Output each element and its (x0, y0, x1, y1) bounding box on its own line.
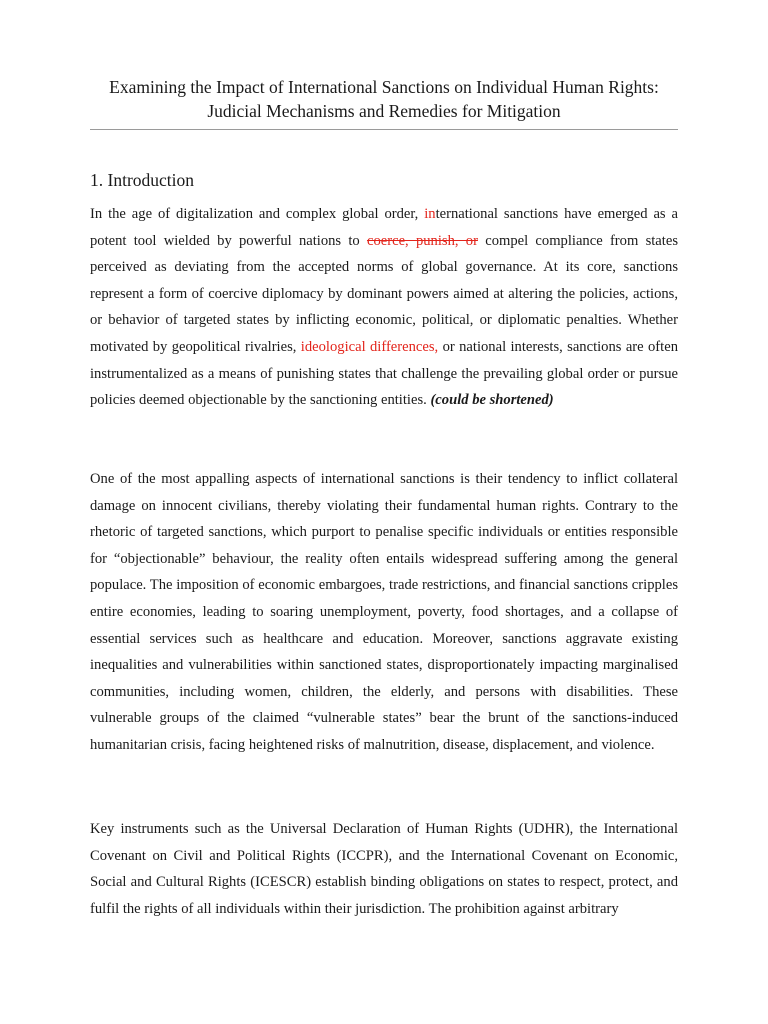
title-divider (90, 129, 678, 130)
paragraph-introduction (90, 201, 678, 414)
p1-deleted-text: coerce, punish, or (366, 232, 478, 249)
p1-text-2: ternational sanctions have emerged as a potent tool wielded by powerful nations to (90, 206, 678, 249)
p1-editor-note: (could be shortened) (430, 392, 554, 409)
title-line-2: Judicial Mechanisms and Remedies for Mitigation (207, 101, 561, 121)
p1-text-1: In the age of digitalization and complex global order, (90, 206, 425, 222)
section-heading: 1. Introduction (90, 170, 195, 190)
title-line-1: Examining the Impact of International Sanctions on Individual Human Rights: (109, 77, 659, 97)
p1-highlighted-phrase: ideological differences, (300, 338, 439, 355)
p1-text-4: or national interests, sanctions are often instrumentalized as a means of punishing states that challenge the prevailing global order or pursue policies deemed objectionable by the sanctioning entities. (90, 338, 679, 409)
document-title (90, 75, 678, 123)
paragraph-collateral-damage: One of the most appalling aspects of international sanctions is their tendency to inflict collateral damage on innocent civilians, thereby violating their fundamental human rights. Contrary to the rhetoric of targeted sanctions, which purport to penalise specific individuals or entities responsible for “objectionable” behaviour, the reality often entails widespread suffering among the general populace. The imposition of economic embargoes, trade restrictions, and financial sanctions cripples entire economies, leading to soaring unemployment, poverty, food shortages, and a collapse of essential services such as healthcare and education. Moreover, sanctions aggravate existing inequalities and vulnerabilities within sanctioned states, disproportionately impacting marginalised communities, including women, children, the elderly, and persons with disabilities. These vulnerable groups of the claimed “vulnerable states” bear the brunt of the sanctions-induced humanitarian crisis, facing heightened risks of malnutrition, disease, displacement, and violence. (90, 471, 678, 753)
p1-insertion-mark: in (424, 206, 436, 222)
p1-text-3: compel compliance from states perceived as deviating from the accepted norms of global governance. At its core, sanctions represent a form of coercive diplomacy by dominant powers aimed at altering the policies, actions, or behavior of targeted states by inflicting economic, political, or diplomatic penalties. Whether motivated by geopolitical rivalries, (90, 232, 678, 355)
paragraph-key-instruments: Key instruments such as the Universal Declaration of Human Rights (UDHR), the International Covenant on Civil and Political Rights (ICCPR), and the International Covenant on Economic, Social and Cultural Rights (ICESCR) establish binding obligations on states to respect, protect, and fulfil the rights of all individuals within their jurisdiction. The prohibition against arbitrary (90, 821, 678, 917)
